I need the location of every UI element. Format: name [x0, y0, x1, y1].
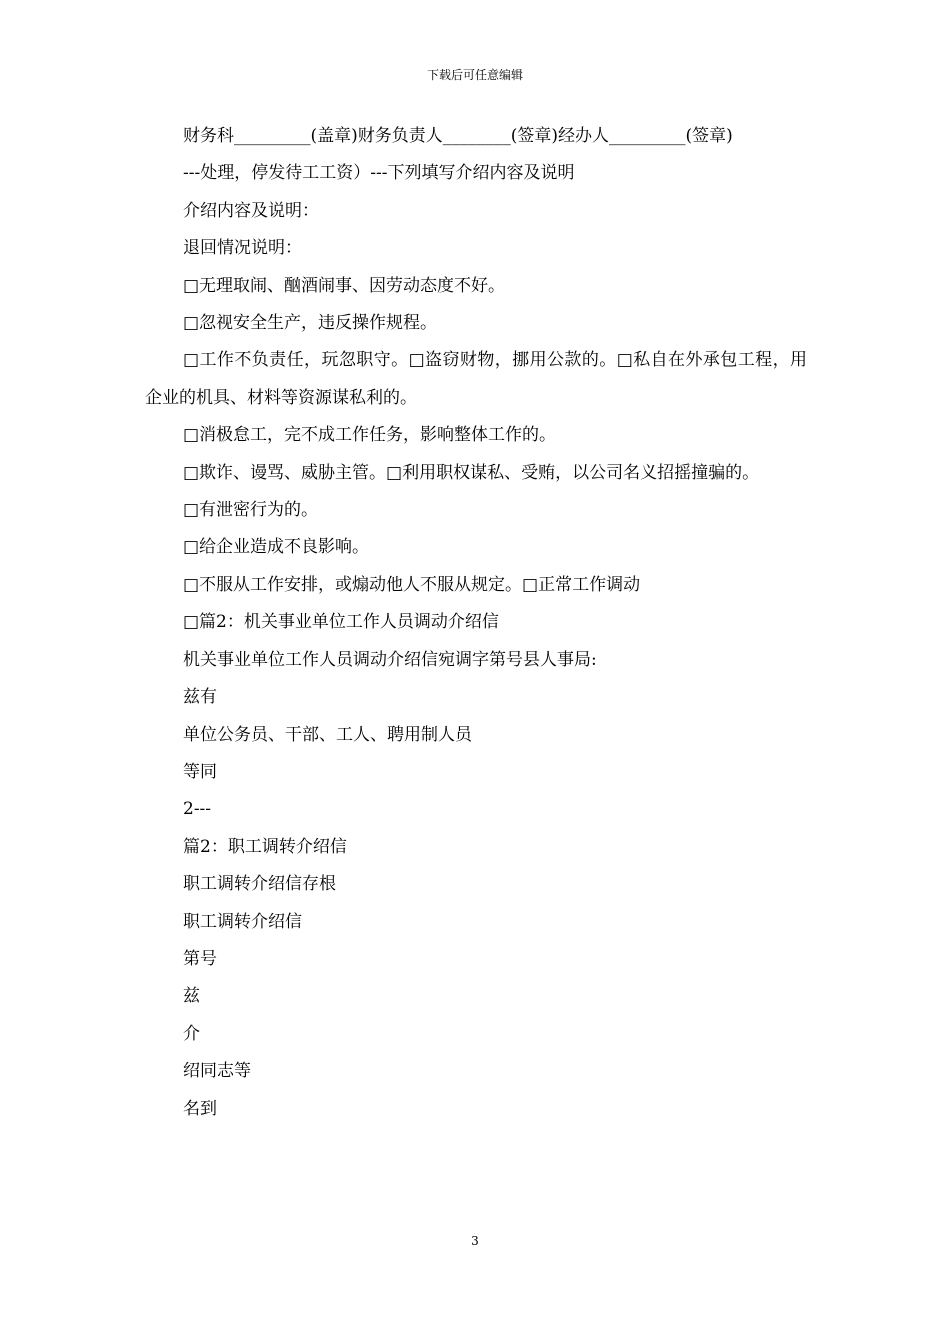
- paragraph-line: 绍同志等: [183, 1061, 251, 1082]
- paragraph-finance-signature: 财务科_________(盖章)财务负责人________(签章)经办人_________(签章): [183, 126, 733, 146]
- checklist-item: □工作不负责任，玩忽职守。□盗窃财物，挪用公款的。□私自在外承包工程，用企业的机具、材料等资源谋私利的。: [145, 350, 807, 408]
- paragraph-line: 单位公务员、干部、工人、聘用制人员: [183, 724, 472, 745]
- page-number: 3: [471, 1234, 479, 1248]
- section-heading: □篇2：机关事业单位工作人员调动介绍信: [183, 612, 499, 633]
- paragraph-line: 兹有: [183, 687, 217, 708]
- checklist-item: □消极怠工，完不成工作任务，影响整体工作的。: [183, 425, 557, 446]
- paragraph-processing-note: ---处理，停发待工工资）---下列填写介绍内容及说明: [183, 163, 575, 184]
- document-body: [145, 118, 807, 1128]
- section-heading: 篇2：职工调转介绍信: [183, 836, 347, 857]
- header-note: 下载后可任意编辑: [426, 68, 523, 82]
- checklist-item: □给企业造成不良影响。: [183, 537, 370, 558]
- checklist-item: □无理取闹、酗酒闹事、因劳动态度不好。: [183, 275, 506, 296]
- paragraph-intro-heading: 介绍内容及说明：: [183, 200, 319, 221]
- paragraph-line: 2---: [183, 799, 212, 820]
- paragraph-line: 等同: [183, 761, 217, 782]
- paragraph-return-heading: 退回情况说明：: [183, 238, 302, 259]
- paragraph-line: 职工调转介绍信存根: [183, 874, 336, 895]
- checklist-item: □有泄密行为的。: [183, 500, 319, 521]
- paragraph-line: 职工调转介绍信: [183, 911, 302, 932]
- checklist-item: □欺诈、谩骂、威胁主管。□利用职权谋私、受贿，以公司名义招摇撞骗的。: [183, 462, 760, 483]
- paragraph-line: 第号: [183, 948, 217, 969]
- paragraph-line: 兹: [183, 986, 200, 1007]
- checklist-item: □不服从工作安排，或煽动他人不服从规定。□正常工作调动: [183, 574, 641, 595]
- paragraph-letter-title: 机关事业单位工作人员调动介绍信宛调字第号县人事局:: [183, 649, 597, 670]
- paragraph-line: 介: [183, 1023, 200, 1044]
- paragraph-line: 名到: [183, 1098, 217, 1119]
- checklist-item: □忽视安全生产，违反操作规程。: [183, 313, 438, 334]
